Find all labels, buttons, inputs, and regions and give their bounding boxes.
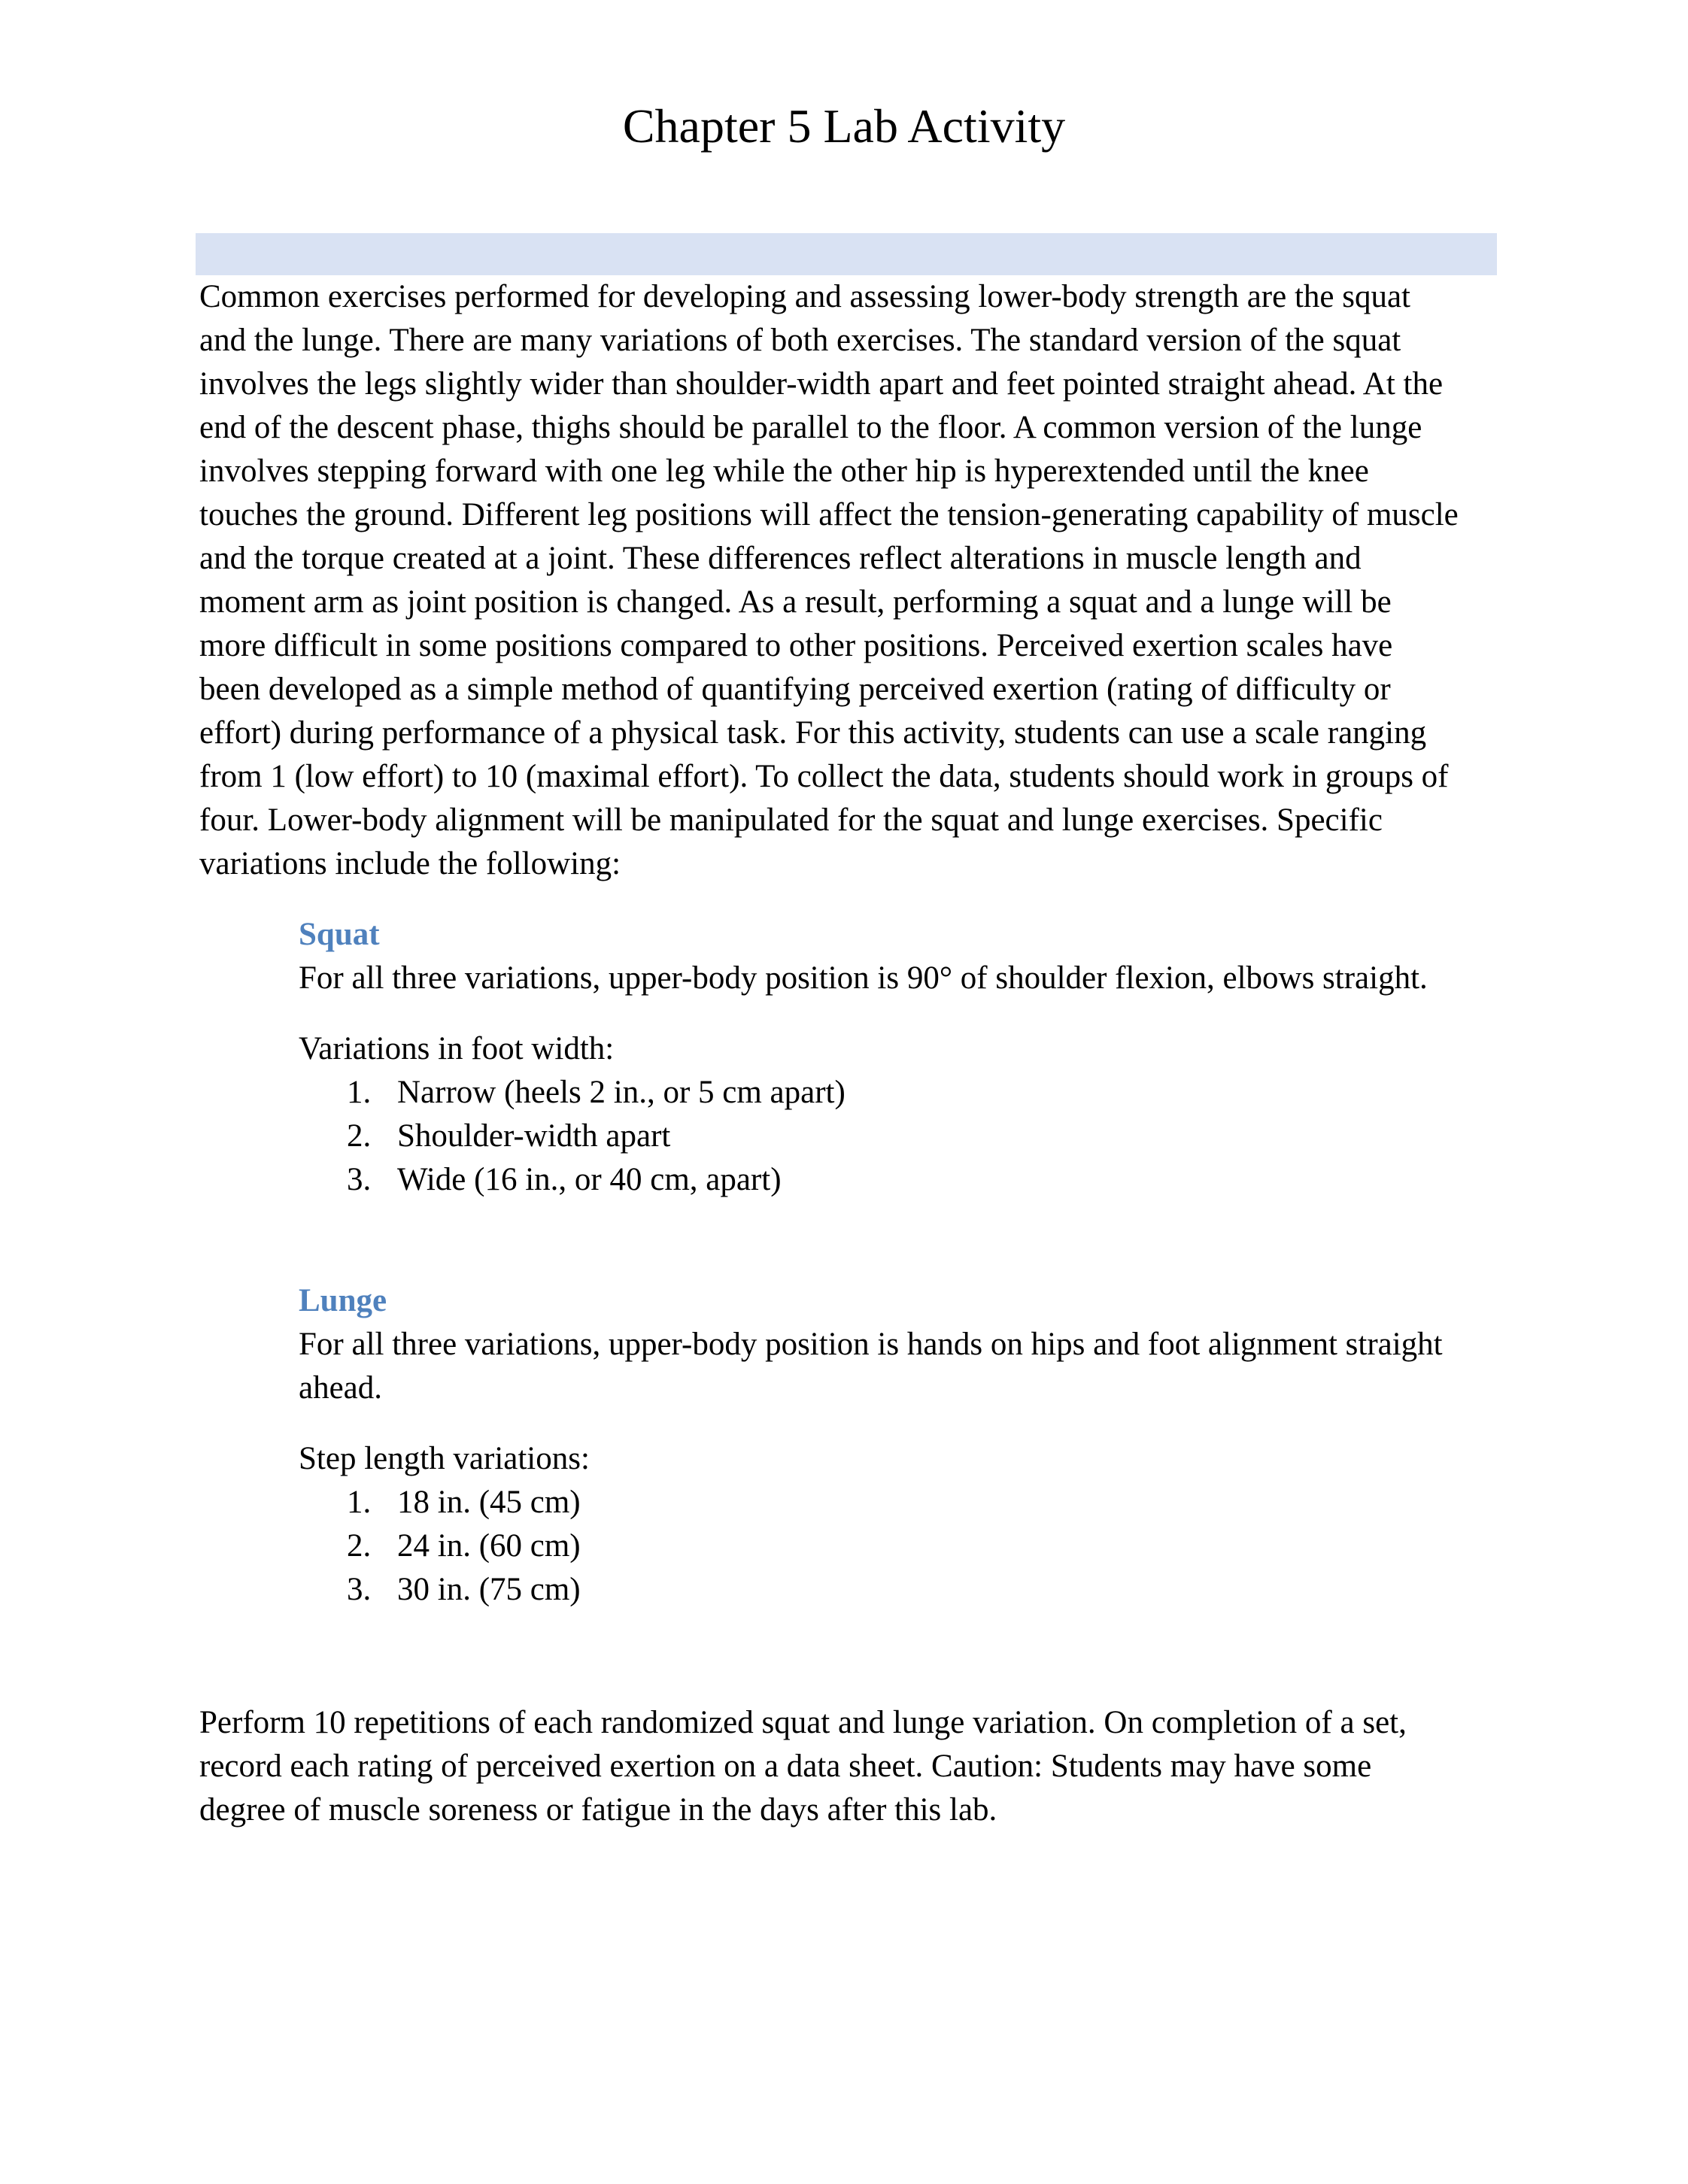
closing-line: degree of muscle soreness or fatigue in the days after this lab.: [199, 1792, 997, 1828]
list-item-text: 18 in. (45 cm): [397, 1485, 581, 1520]
closing-line: Perform 10 repetitions of each randomized squat and lunge variation. On completion of a set,: [199, 1705, 1407, 1740]
list-item: [299, 1481, 1502, 1524]
lunge-description-line: ahead.: [299, 1370, 383, 1406]
list-item: [299, 1115, 1502, 1158]
intro-line: involves the legs slightly wider than shoulder-width apart and feet pointed straight ahead. At the: [199, 366, 1444, 402]
intro-line: touches the ground. Different leg positions will affect the tension-generating capability of muscle: [199, 497, 1459, 532]
intro-line: moment arm as joint position is changed. As a result, performing a squat and a lunge will be: [199, 584, 1392, 620]
list-number: 1.: [347, 1075, 372, 1110]
lunge-heading: Lunge: [299, 1283, 387, 1318]
closing-paragraph: [199, 1701, 1501, 1832]
lunge-description-line: For all three variations, upper-body position is hands on hips and foot alignment straight: [299, 1327, 1443, 1362]
intro-paragraph: [199, 275, 1501, 886]
list-item-text: Narrow (heels 2 in., or 5 cm apart): [397, 1075, 846, 1110]
lunge-variations-list: [299, 1481, 1502, 1612]
list-item: [299, 1158, 1502, 1202]
list-item-text: 24 in. (60 cm): [397, 1528, 581, 1564]
intro-line: from 1 (low effort) to 10 (maximal effort). To collect the data, students should work in groups of: [199, 759, 1449, 794]
list-number: 2.: [347, 1528, 372, 1564]
list-item: [299, 1568, 1502, 1612]
intro-line: involves stepping forward with one leg while the other hip is hyperextended until the knee: [199, 453, 1369, 489]
squat-heading: Squat: [299, 917, 380, 952]
list-item: [299, 1071, 1502, 1115]
list-item-text: 30 in. (75 cm): [397, 1572, 581, 1607]
list-number: 1.: [347, 1485, 372, 1520]
intro-line: end of the descent phase, thighs should be parallel to the floor. A common version of the lunge: [199, 410, 1422, 445]
list-number: 3.: [347, 1572, 372, 1607]
list-number: 2.: [347, 1118, 372, 1154]
list-number: 3.: [347, 1162, 372, 1197]
intro-line: variations include the following:: [199, 846, 621, 881]
squat-section: [299, 913, 1502, 1202]
intro-line: four. Lower-body alignment will be manipulated for the squat and lunge exercises. Specific: [199, 802, 1383, 838]
page-title: Chapter 5 Lab Activity: [622, 99, 1066, 153]
intro-line: effort) during performance of a physical task. For this activity, students can use a scale ranging: [199, 715, 1427, 751]
list-item-text: Shoulder-width apart: [397, 1118, 671, 1154]
list-item: [299, 1524, 1502, 1568]
intro-line: Common exercises performed for developing and assessing lower-body strength are the squat: [199, 279, 1411, 314]
intro-line: more difficult in some positions compared to other positions. Perceived exertion scales have: [199, 628, 1393, 663]
squat-description: For all three variations, upper-body position is 90° of shoulder flexion, elbows straight.: [299, 960, 1428, 996]
lunge-section: [299, 1279, 1502, 1612]
intro-line: been developed as a simple method of quantifying perceived exertion (rating of difficulty or: [199, 672, 1391, 707]
closing-line: record each rating of perceived exertion on a data sheet. Caution: Students may have some: [199, 1749, 1372, 1784]
intro-line: and the lunge. There are many variations of both exercises. The standard version of the squat: [199, 323, 1401, 358]
section-banner: [196, 233, 1497, 275]
squat-variations-list: [299, 1071, 1502, 1202]
squat-list-label: Variations in foot width:: [299, 1031, 615, 1066]
list-item-text: Wide (16 in., or 40 cm, apart): [397, 1162, 782, 1197]
lunge-list-label: Step length variations:: [299, 1441, 590, 1476]
intro-line: and the torque created at a joint. These differences reflect alterations in muscle length and: [199, 541, 1362, 576]
